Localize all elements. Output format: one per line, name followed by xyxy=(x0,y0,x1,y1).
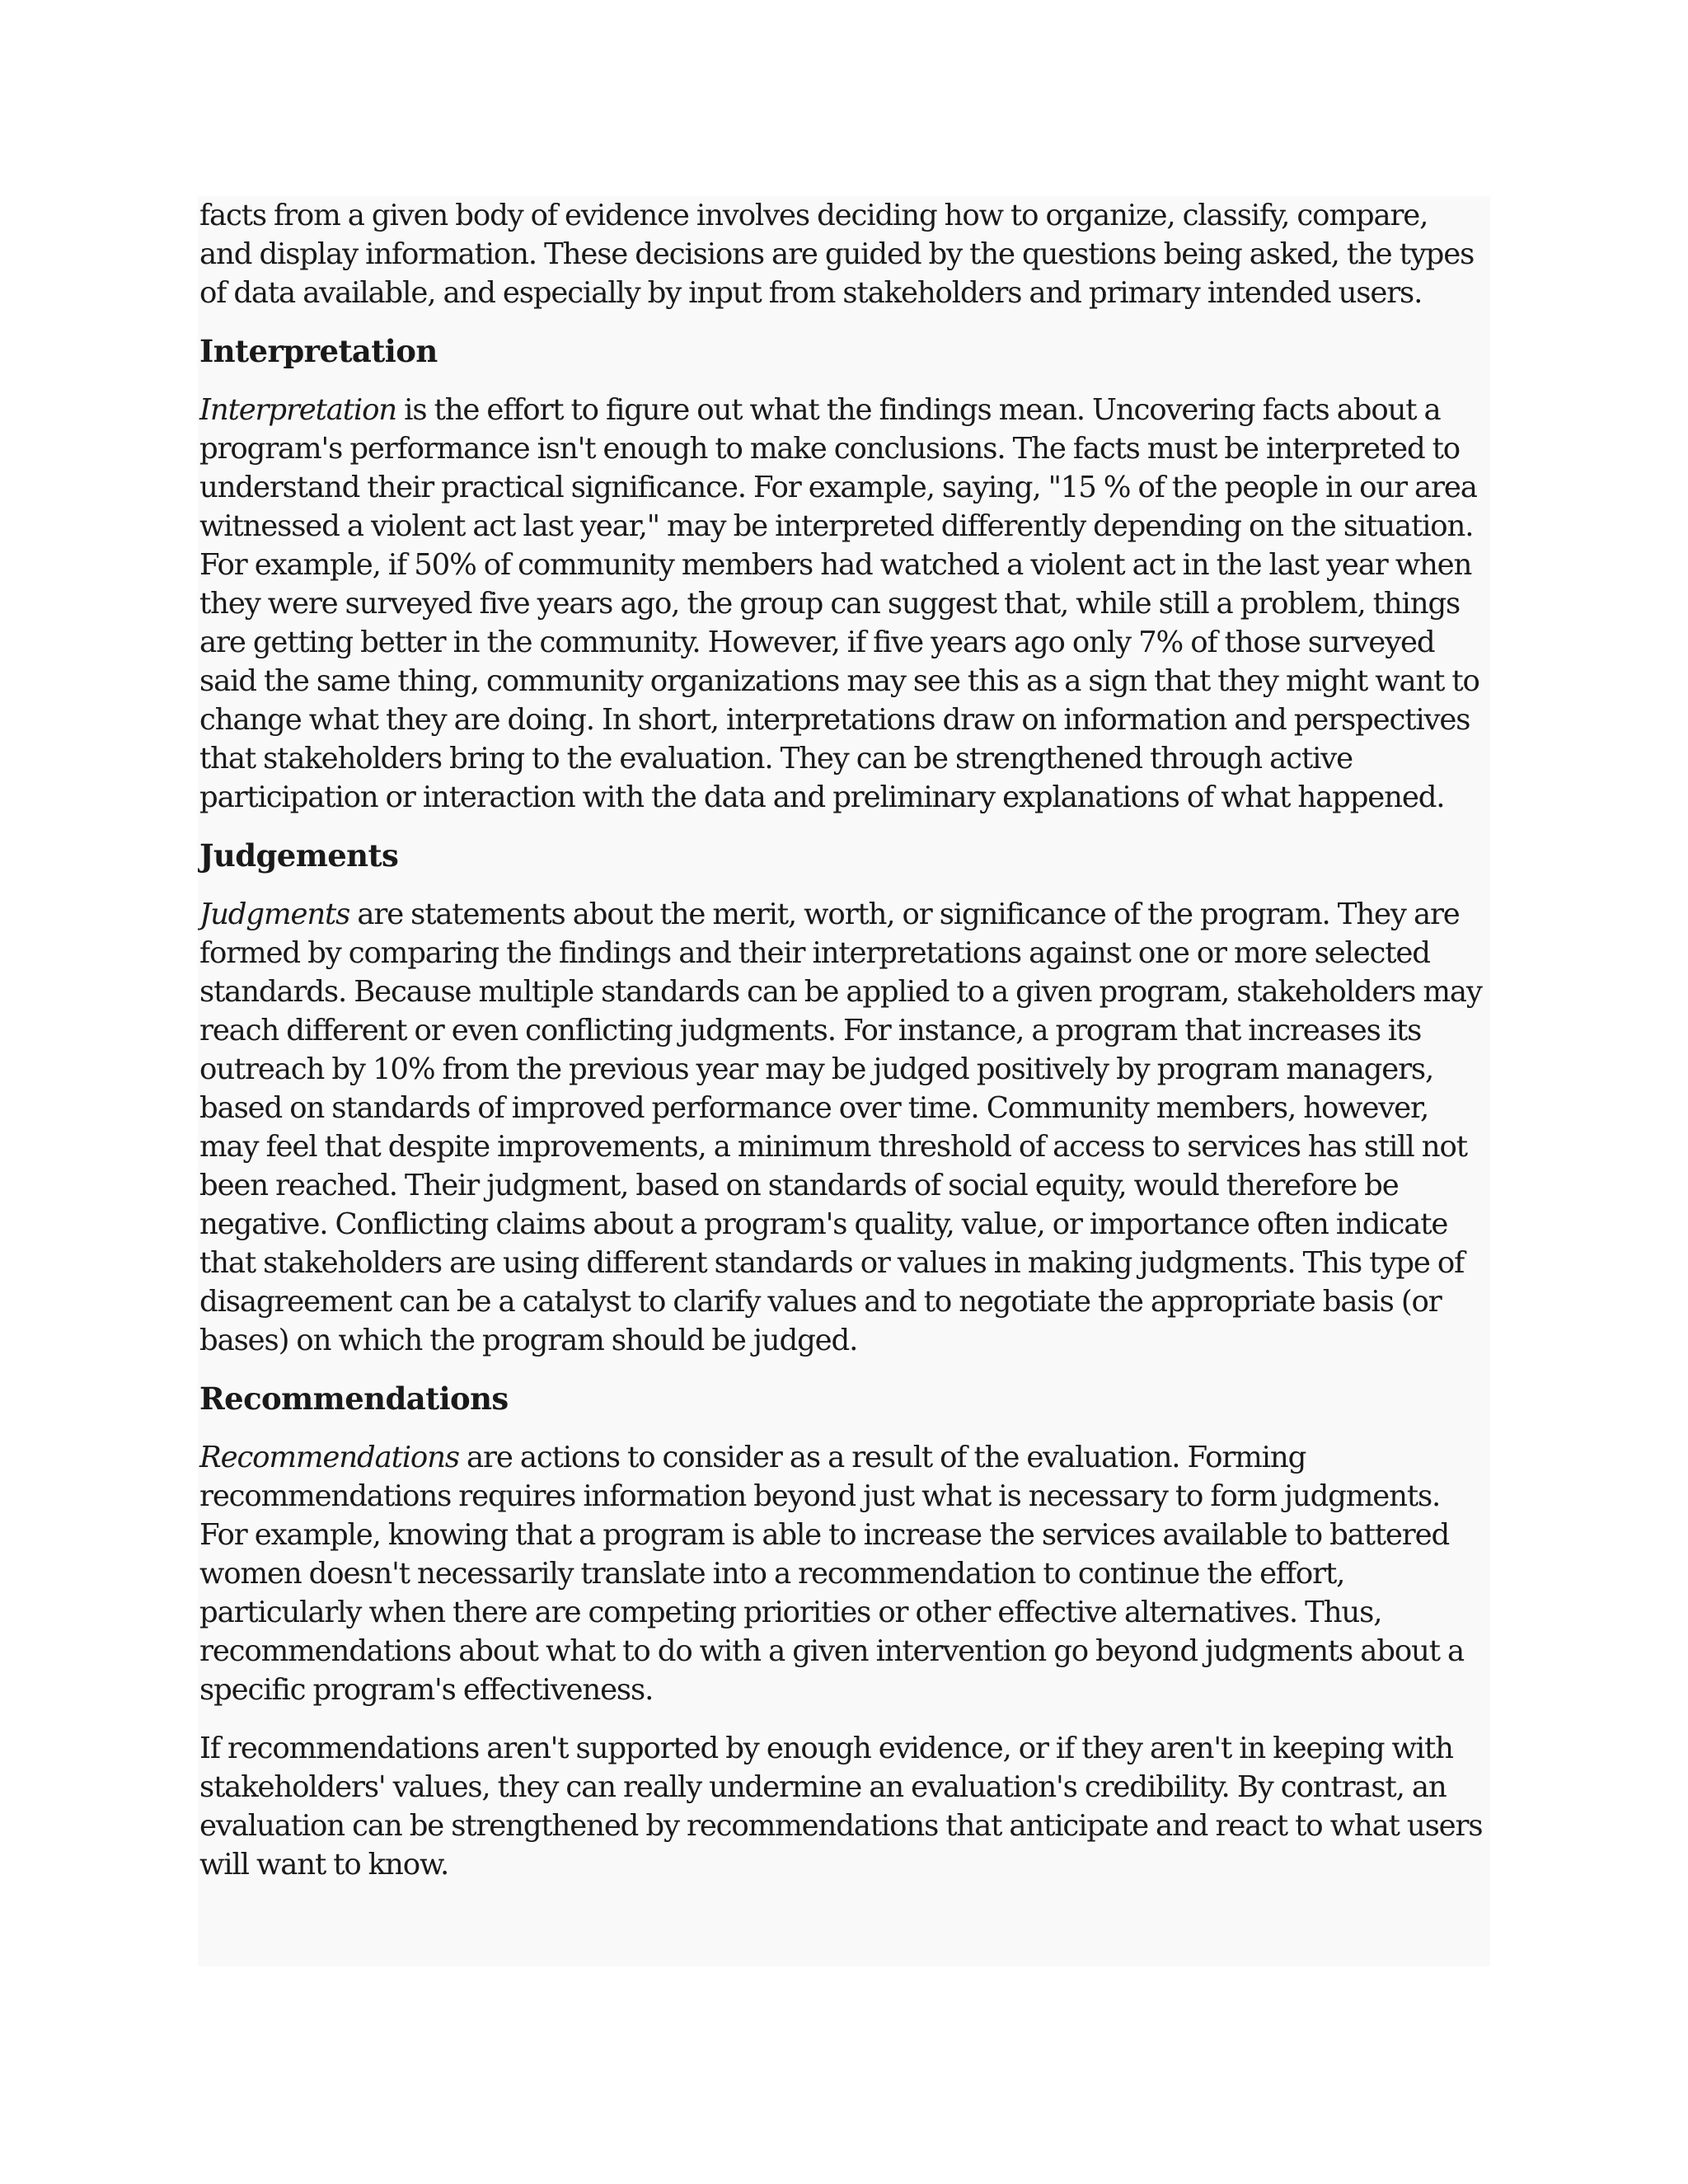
recommendations-extra-paragraph: If recommendations aren't supported by enough evidence, or if they aren't in keeping with stakeholders' values, they can really undermine an evaluation's credibility. By contrast, an evaluation can be strengthened by recommendations that anticipate and react to what users will want to know. xyxy=(199,1732,1483,1882)
judgements-body: are statements about the merit, worth, or significance of the program. They are formed by comparing the findings and their interpretations against one or more selected standards. Because multiple standards can be applied to a given program, stakeholders may reach different or even conflicting judgments. For instance, a program that increases its outreach by 10% from the previous year may be judged positively by program managers, based on standards of improved performance over time. Community members, however, may feel that despite improvements, a minimum threshold of access to services has still not been reached. Their judgment, based on standards of social equity, would therefore be negative. Conflicting claims about a program's quality, value, or importance often indicate that stakeholders are using different standards or values in making judgments. This type of disagreement can be a catalyst to clarify values and to negotiate the appropriate basis (or bases) on which the program should be judged. xyxy=(199,898,1482,1357)
interpretation-lead-term: Interpretation xyxy=(199,393,397,427)
recommendations-lead-term: Recommendations xyxy=(199,1441,459,1474)
document-body xyxy=(198,196,1490,1966)
section-heading-interpretation: Interpretation xyxy=(199,333,438,369)
interpretation-paragraph xyxy=(199,391,1487,817)
interpretation-body: is the effort to figure out what the findings mean. Uncovering facts about a program's performance isn't enough to make conclusions. The facts must be interpreted to understand their practical significance. For example, saying, "15 % of the people in our area witnessed a violent act last year," may be interpreted differently depending on the situation. For example, if 50% of community members had watched a violent act in the last year when they were surveyed five years ago, the group can suggest that, while still a problem, things are getting better in the community. However, if five years ago only 7% of those surveyed said the same thing, community organizations may see this as a sign that they might want to change what they are doing. In short, interpretations draw on information and perspectives that stakeholders bring to the evaluation. They can be strengthened through active participation or interaction with the data and preliminary explanations of what happened. xyxy=(199,393,1479,814)
section-heading-recommendations: Recommendations xyxy=(199,1380,509,1417)
recommendations-paragraph xyxy=(199,1438,1487,1709)
judgements-lead-term: Judgments xyxy=(199,898,350,931)
judgements-paragraph xyxy=(199,895,1487,1360)
recommendations-body: are actions to consider as a result of the evaluation. Forming recommendations requires information beyond just what is necessary to form judgments. For example, knowing that a program is able to increase the services available to battered women doesn't necessarily translate into a recommendation to continue the effort, particularly when there are competing priorities or other effective alternatives. Thus, recommendations about what to do with a given intervention go beyond judgments about a specific program's effectiveness. xyxy=(199,1441,1465,1707)
section-heading-judgements: Judgements xyxy=(199,837,399,874)
intro-paragraph: facts from a given body of evidence involves deciding how to organize, classify, compare, and display information. These decisions are guided by the questions being asked, the types of data available, and especially by input from stakeholders and primary intended users. xyxy=(199,199,1475,310)
